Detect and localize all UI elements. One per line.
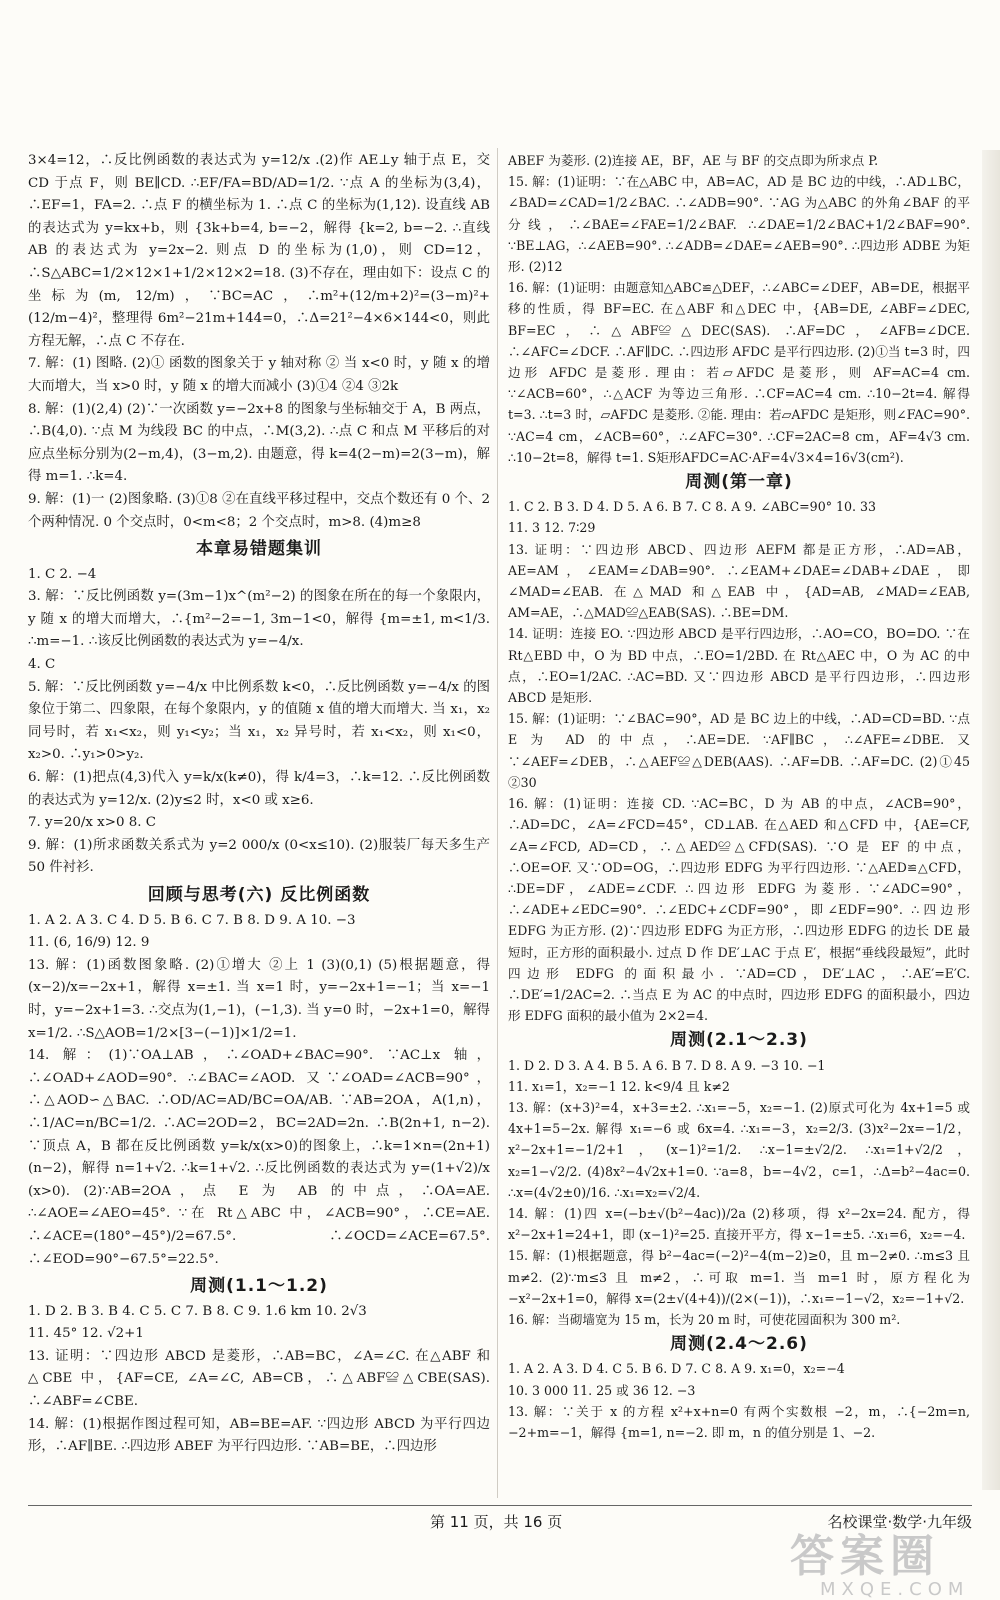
answer-paragraph: 1. C 2. B 3. D 4. D 5. A 6. B 7. C 8. A 9. ∠ABC=90° 10. 33 [508,499,877,515]
footer-rule [28,1505,972,1506]
answer-paragraph: 14. 解：(1)四 x=(−b±√(b²−4ac))/2a (2)移项，得 x²−2x=24. 配方，得 x²−2x+1=24+1，即 (x−1)²=25. 直接开平方，得 x−1=±5. ∴x₁=6，x₂=−4. [508,1205,970,1243]
section-heading: 周测(2.1～2.3) [670,1030,808,1051]
section-heading: 周测(1.1～1.2) [190,1276,328,1297]
answer-paragraph: 3. 解：∵反比例函数 y=(3m−1)x^(m²−2) 的图象在所在的每一个象限内，y 随 x 的增大而增大，∴{m²−2=−1, 3m−1<0，解得 {m=±1, m<1/3. ∴m=−1. ∴该反比例函数的表达式为 y=−4/x. [28,589,490,650]
answer-paragraph: 9. 解：(1)所求函数关系式为 y=2 000/x (0<x≤10). (2)服装厂每天多生产 50 件衬衫. [28,837,490,876]
answer-paragraph: 11. 3 12. 7∶29 [508,520,596,536]
right-column [508,150,970,1443]
answer-paragraph: 15. 解：(1)根据题意，得 b²−4ac=(−2)²−4(m−2)≥0，且 m−2≠0. ∴m≤3 且 m≠2. (2)∵m≤3 且 m≠2，∴可取 m=1. 当 m=1 时，原方程化为 −x²−2x+1=0，解得 x=(2±√(4+4))/(2×(−1))，∴x₁=−1−√2，x₂=−1+√2. [508,1248,970,1306]
answer-paragraph: 4. C [28,657,56,673]
answer-paragraph: 7. 解：(1) 图略. (2)① 函数的图象关于 y 轴对称 ② 当 x<0 时，y 随 x 的增大而增大，当 x>0 时，y 随 x 的增大而减小 (3)①4 ②4 ③2k [28,356,490,394]
answer-paragraph: 11. x₁=1，x₂=−1 12. k<9/4 且 k≠2 [508,1078,730,1094]
watermark-url: MXQE.COM [820,1579,970,1600]
answer-paragraph: 5. 解：∵反比例函数 y=−4/x 中比例系数 k<0，∴反比例函数 y=−4/x 的图象位于第二、四象限，在每个象限内，y 的值随 x 值的增大而增大. 当 x₁，x₂ 同号时，若 x₁<x₂，则 y₁<y₂；当 x₁，x₂ 异号时，若 x₁<x₂，则 x₁<0，x₂>0. ∴y₁>0>y₂. [28,679,490,763]
answer-paragraph: 13. 证明：∵四边形 ABCD 是菱形，∴AB=BC，∠A=∠C. 在△ABF 和△CBE 中，{AF=CE, ∠A=∠C, AB=CB，∴△ABF≌△CBE(SAS). ∴∠ABF=∠CBE. [28,1348,490,1410]
answer-paragraph: 13. 证明：∵四边形 ABCD、四边形 AEFM 都是正方形，∴AD=AB，AE=AM，∠EAM=∠DAB=90°. ∴∠EAM+∠DAE=∠DAB+∠DAE，即∠MAD=∠EAB. 在△MAD 和△EAB 中，{AD=AB, ∠MAD=∠EAB, AM=AE，∴△MAD≌△EAB(SAS). ∴BE=DM. [508,541,970,621]
answer-paragraph: 1. A 2. A 3. D 4. C 5. B 6. D 7. C 8. A 9. x₁=0，x₂=−4 [508,1361,845,1377]
answer-paragraph: 16. 解：当砌墙宽为 15 m，长为 20 m 时，可使花园面积为 300 m². [508,1311,901,1327]
answer-paragraph: 9. 解：(1)一 (2)图象略. (3)①8 ②在直线平移过程中，交点个数还有 0 个、2 个两种情况. 0 个交点时，0<m<8；2 个交点时，m>8. (4)m≥8 [28,491,490,530]
answer-paragraph: 13. 解：(x+3)²=4，x+3=±2. ∴x₁=−5，x₂=−1. (2)原式可化为 4x+1=5 或 4x+1=5−2x. 解得 x₁=−6 或 6x=4. ∴x₁=−3，x₂=2/3. (3)x²−2x=−1/2，x²−2x+1=−1/2+1，(x−1)²=1/2. ∴x−1=±√2/2. ∴x₁=1+√2/2，x₂=1−√2/2. (4)8x²−4√2x+1=0. ∵a=8，b=−4√2，c=1，∴Δ=b²−4ac=0. ∴x=(4√2±0)/16. ∴x₁=x₂=√2/4. [508,1099,970,1200]
section-heading: 本章易错题集训 [196,539,322,560]
answer-paragraph: 1. C 2. −4 [28,566,97,582]
answer-paragraph: 11. (6, 16/9) 12. 9 [28,935,150,951]
left-column [28,150,490,1459]
section-heading: 回顾与思考(六) 反比例函数 [147,885,371,905]
page-edge-shadow [982,150,1000,1490]
answer-paragraph: ABEF 为菱形. (2)连接 AE，BF，AE 与 BF 的交点即为所求点 P. [508,153,879,168]
column-divider [497,148,498,1498]
answer-paragraph: 15. 解：(1)证明：∵在△ABC 中，AB=AC，AD 是 BC 边的中线，∴AD⊥BC，∠BAD=∠CAD=1/2∠BAC. ∴∠ADB=90°. ∵AG 为△ABC 的外角∠BAF 的平分线，∴∠BAE=∠FAE=1/2∠BAF. ∴∠DAE=1/2∠BAC+1/2∠BAF=90°. ∵BE⊥AG，∴∠AEB=90°. ∴∠ADB=∠DAE=∠AEB=90°. ∴四边形 ADBE 为矩形. (2)12 [508,174,970,275]
answer-paragraph: 15. 解：(1)证明：∵∠BAC=90°，AD 是 BC 边上的中线，∴AD=CD=BD. ∵点 E 为 AD 的中点，∴AE=DE. ∵AF∥BC，∴∠AFE=∠DBE. 又∵∠AEF=∠DEB，∴△AEF≌△DEB(AAS). ∴AF=DB. ∴AF=DC. (2)①45 ②30 [508,711,970,790]
answer-paragraph: 14. 证明：连接 EO. ∵四边形 ABCD 是平行四边形，∴AO=CO，BO=DO. ∵在 Rt△EBD 中，O 为 BD 中点，∴EO=1/2BD. 在 Rt△AEC 中，O 为 AC 的中点，∴EO=1/2AC. ∴AC=BD. 又∵四边形 ABCD 是平行四边形，∴四边形 ABCD 是矩形. [508,626,970,706]
answer-paragraph: 13. 解：∵关于 x 的方程 x²+x+n=0 有两个实数根 −2，m，∴{−2m=n, −2+m=−1，解得 {m=1, n=−2. 即 m，n 的值分别是 1、−2. [508,1403,970,1440]
answer-paragraph: 7. y=20/x x>0 8. C [28,815,157,831]
answer-paragraph: 1. D 2. B 3. B 4. C 5. C 7. B 8. C 9. 1.6 km 10. 2√3 [28,1303,367,1319]
answer-paragraph: 1. D 2. D 3. A 4. B 5. A 6. B 7. D 8. A 9. −3 10. −1 [508,1057,826,1073]
answer-paragraph: 11. 45° 12. √2+1 [28,1326,144,1342]
book-title: 名校课堂·数学·九年级 [827,1513,972,1531]
section-heading: 周测(第一章) [685,472,793,493]
answer-paragraph: 8. 解：(1)(2,4) (2)∵一次函数 y=−2x+8 的图象与坐标轴交于 A，B 两点，∴B(4,0). ∵点 M 为线段 BC 的中点，∴M(3,2). ∴点 C 和点 M 平移后的对应点坐标分别为(2−m,4)，(3−m,2). 由题意，得 k=4(2−m)=2(3−m)，解得 m=1. ∴k=4. [28,401,490,485]
watermark-logo [790,1531,990,1600]
answer-paragraph: 3×4=12，∴反比例函数的表达式为 y=12/x .(2)作 AE⊥y 轴于点 E，交 CD 于点 F，则 BE∥CD. ∴EF/FA=BD/AD=1/2. ∵点 A 的坐标为(3,4)，∴EF=1，FA=2. ∴点 F 的横坐标为 1. ∴点 C 的坐标为(1,12). 设直线 AB 的表达式为 y=kx+b，则 {3k+b=4, b=−2，解得 {k=2, b=−2. ∴直线 AB 的表达式为 y=2x−2. 则点 D 的坐标为(1,0)，则 CD=12，∴S△ABC=1/2×12×1+1/2×12×2=18. (3)不存在，理由如下：设点 C 的坐标为(m, 12/m)，∵BC=AC，∴m²+(12/m+2)²=(3−m)²+(12/m−4)²，整理得 6m²−21m+144=0，∴Δ=21²−4×6×144<0，则此方程无解，∴点 C 不存在. [28,153,490,349]
page-number: 第 11 页，共 16 页 [430,1513,563,1531]
answer-paragraph: 10. 3 000 11. 25 或 36 12. −3 [508,1382,696,1398]
answer-paragraph: 14. 解：(1)根据作图过程可知，AB=BE=AF. ∵四边形 ABCD 为平行四边形，∴AF∥BE. ∴四边形 ABEF 为平行四边形. ∵AB=BE，∴四边形 [28,1416,490,1455]
answer-paragraph: 16. 解：(1)证明：由题意知△ABC≌△DEF，∴∠ABC=∠DEF，AB=DE，根据平移的性质，得 BF=EC. 在△ABF 和△DEC 中，{AB=DE, ∠ABF=∠DEC, BF=EC，∴△ABF≌△DEC(SAS). ∴AF=DC，∠AFB=∠DCE. ∴∠AFC=∠DCF. ∴AF∥DC. ∴四边形 AFDC 是平行四边形. (2)①当 t=3 时，四边形 AFDC 是菱形. 理由：若▱AFDC 是菱形，则 AF=AC=4 cm. ∵∠ACB=60°，∴△ACF 为等边三角形. ∴CF=AC=4 cm. ∴10−2t=4. 解得 t=3. ∴t=3 时，▱AFDC 是菱形. ②能. 理由：若▱AFDC 是矩形，则∠FAC=90°. ∵AC=4 cm，∠ACB=60°，∴∠AFC=30°. ∴CF=2AC=8 cm，AF=4√3 cm. ∴10−2t=8，解得 t=1. S矩形AFDC=AC·AF=4√3×4=16√3(cm²). [508,280,970,465]
answer-paragraph: 16. 解：(1)证明：连接 CD. ∵AC=BC，D 为 AB 的中点，∠ACB=90°，∴AD=DC，∠A=∠FCD=45°，CD⊥AB. 在△AED 和△CFD 中，{AE=CF, ∠A=∠FCD, AD=CD，∴△AED≌△CFD(SAS). ∵O 是 EF 的中点，∴OE=OF. 又∵OD=OG，∴四边形 EDFG 为平行四边形. ∵△AED≌△CFD，∴DE=DF，∠ADE=∠CDF. ∴四边形 EDFG 为菱形. ∵∠ADC=90°，∴∠ADE+∠EDC=90°. ∴∠EDC+∠CDF=90°，即∠EDF=90°. ∴四边形 EDFG 为正方形. (2)∵四边形 EDFG 为正方形，∴四边形 EDFG 的边长 DE 最短时，正方形的面积最小. 过点 D 作 DE′⊥AC 于点 E′，根据“垂线段最短”，此时四边形 EDFG 的面积最小. ∵AD=CD，DE′⊥AC，∴AE′=E′C. ∴DE′=1/2AC=2. ∴当点 E 为 AC 的中点时，四边形 EDFG 的面积最小，四边形 EDFG 面积的最小值为 2×2=4. [508,796,970,1024]
watermark-text: 答案圈 [790,1531,940,1582]
answer-paragraph: 6. 解：(1)把点(4,3)代入 y=k/x(k≠0)，得 k/4=3，∴k=12. ∴反比例函数的表达式为 y=12/x. (2)y≤2 时，x<0 或 x≥6. [28,770,490,808]
answer-paragraph: 13. 解：(1)函数图象略. (2)①增大 ②上 1 (3)(0,1) (5)根据题意，得 (x−2)/x=−2x+1，解得 x=±1. 当 x=1 时，y=−2x+1=−1；当 x=−1 时，y=−2x+1=3. ∴交点为(1,−1)，(−1,3). 当 y=0 时，−2x+1=0，解得 x=1/2. ∴S△AOB=1/2×[3−(−1)]×1/2=1. [28,957,490,1041]
answer-paragraph: 14. 解：(1)∵OA⊥AB，∴∠OAD+∠BAC=90°. ∵AC⊥x 轴，∴∠OAD+∠AOD=90°. ∴∠BAC=∠AOD. 又∵∠OAD=∠ACB=90°，∴△AOD∽△BAC. ∴OD/AC=AD/BC=OA/AB. ∵AB=2OA，A(1,n)，∴1/AC=n/BC=1/2. ∴AC=2OD=2，BC=2AD=2n. ∴B(2n+1, n−2). ∵顶点 A，B 都在反比例函数 y=k/x(x>0)的图象上，∴k=1×n=(2n+1)(n−2)，解得 n=1+√2. ∴k=1+√2. ∴反比例函数的表达式为 y=(1+√2)/x (x>0). (2)∵AB=2OA，点 E 为 AB 的中点，∴OA=AE. ∴∠AOE=∠AEO=45°. ∵在 Rt△ABC 中，∠ACB=90°，∴CE=AE. ∴∠ACE=(180°−45°)/2=67.5°. ∴∠OCD=∠ACE=67.5°. ∴∠EOD=90°−67.5°=22.5°. [28,1048,490,1267]
section-heading: 周测(2.4～2.6) [670,1334,808,1355]
answer-paragraph: 1. A 2. A 3. C 4. D 5. B 6. C 7. B 8. D 9. A 10. −3 [28,912,356,928]
